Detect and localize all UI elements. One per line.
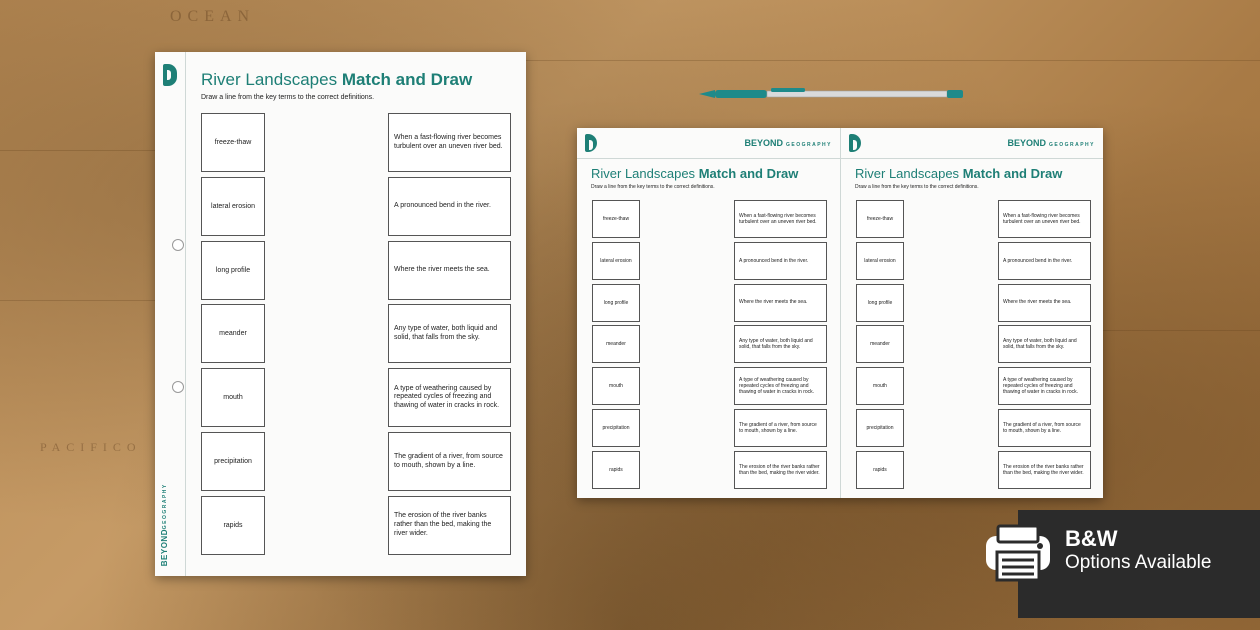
worksheet-spread [577, 128, 1103, 498]
term-box: rapids [201, 496, 265, 555]
map-label-ocean: OCEAN [170, 8, 256, 25]
term-box: mouth [201, 368, 265, 427]
worksheet-large [155, 52, 526, 576]
brand [1007, 138, 1095, 148]
definition-box: Where the river meets the sea. [388, 241, 511, 300]
map-line [0, 150, 155, 151]
instructions: Draw a line from the key terms to the correct definitions. [591, 184, 715, 190]
term-box: freeze-thaw [201, 113, 265, 172]
definition-box: The gradient of a river, from source to mouth, shown by a line. [998, 409, 1091, 447]
brand-name: BEYOND [160, 528, 169, 566]
title-light: River Landscapes [591, 166, 696, 181]
page-title [201, 70, 472, 90]
title-light: River Landscapes [855, 166, 960, 181]
brand [744, 138, 832, 148]
page-title [591, 166, 798, 181]
punch-hole [172, 239, 184, 251]
term-box: rapids [592, 451, 640, 489]
definition-box: When a fast-flowing river becomes turbulent over an uneven river bed. [388, 113, 511, 172]
term-box: mouth [592, 367, 640, 405]
term-box: lateral erosion [592, 242, 640, 280]
term-box: lateral erosion [201, 177, 265, 236]
term-box: freeze-thaw [856, 200, 904, 238]
definition-box: A pronounced bend in the river. [734, 242, 827, 280]
term-box: precipitation [592, 409, 640, 447]
map-line [526, 60, 1260, 61]
title-bold: Match and Draw [341, 70, 473, 89]
pen-icon [697, 86, 967, 102]
page-header [577, 128, 840, 159]
badge-line2: Options Available [1065, 552, 1212, 573]
term-box: freeze-thaw [592, 200, 640, 238]
badge-line1: B&W [1065, 526, 1118, 551]
definition-box: A type of weathering caused by repeated cycles of freezing and thawing of water in cracks in rock. [998, 367, 1091, 405]
definition-box: The erosion of the river banks rather than the bed, making the river wider. [388, 496, 511, 555]
spread-page-left [577, 128, 840, 498]
term-box: meander [201, 304, 265, 363]
map-label-pacifico: PACIFICO [40, 440, 142, 454]
term-box: long profile [592, 284, 640, 322]
definition-box: A pronounced bend in the river. [388, 177, 511, 236]
beyond-logo-icon [585, 134, 597, 152]
definition-box: A type of weathering caused by repeated cycles of freezing and thawing of water in cracks in rock. [388, 368, 511, 427]
brand-sub: GEOGRAPHY [785, 142, 832, 148]
title-bold: Match and Draw [698, 166, 799, 181]
definition-box: Where the river meets the sea. [998, 284, 1091, 322]
spread-page-right [841, 128, 1103, 498]
term-box: meander [856, 325, 904, 363]
definition-box: Any type of water, both liquid and solid, that falls from the sky. [734, 325, 827, 363]
definition-box: Any type of water, both liquid and solid, that falls from the sky. [998, 325, 1091, 363]
term-box: precipitation [201, 432, 265, 491]
map-line [0, 300, 155, 301]
map-line [1103, 330, 1260, 331]
title-light: River Landscapes [201, 70, 338, 89]
definition-box: Where the river meets the sea. [734, 284, 827, 322]
title-bold: Match and Draw [962, 166, 1063, 181]
beyond-logo-icon [163, 64, 177, 86]
printer-icon [982, 522, 1054, 584]
page-header [841, 128, 1103, 159]
definition-box: The erosion of the river banks rather than the bed, making the river wider. [734, 451, 827, 489]
side-brand [160, 483, 169, 566]
term-box: lateral erosion [856, 242, 904, 280]
instructions: Draw a line from the key terms to the correct definitions. [201, 94, 375, 101]
definition-box: The gradient of a river, from source to mouth, shown by a line. [734, 409, 827, 447]
term-box: meander [592, 325, 640, 363]
definition-box: When a fast-flowing river becomes turbulent over an uneven river bed. [734, 200, 827, 238]
definition-box: A pronounced bend in the river. [998, 242, 1091, 280]
term-box: mouth [856, 367, 904, 405]
definition-box: The gradient of a river, from source to mouth, shown by a line. [388, 432, 511, 491]
brand-sub: GEOGRAPHY [1048, 142, 1095, 148]
instructions: Draw a line from the key terms to the correct definitions. [855, 184, 979, 190]
definition-box: The erosion of the river banks rather than the bed, making the river wider. [998, 451, 1091, 489]
definition-box: A type of weathering caused by repeated cycles of freezing and thawing of water in cracks in rock. [734, 367, 827, 405]
term-box: long profile [201, 241, 265, 300]
definition-box: Any type of water, both liquid and solid, that falls from the sky. [388, 304, 511, 363]
term-box: long profile [856, 284, 904, 322]
brand-sub: GEOGRAPHY [162, 482, 168, 529]
brand-name: BEYOND [744, 138, 783, 148]
brand-name: BEYOND [1007, 138, 1046, 148]
punch-hole [172, 381, 184, 393]
beyond-logo-icon [849, 134, 861, 152]
definition-box: When a fast-flowing river becomes turbulent over an uneven river bed. [998, 200, 1091, 238]
term-box: rapids [856, 451, 904, 489]
bw-options-badge [1018, 510, 1260, 618]
term-box: precipitation [856, 409, 904, 447]
page-title [855, 166, 1062, 181]
